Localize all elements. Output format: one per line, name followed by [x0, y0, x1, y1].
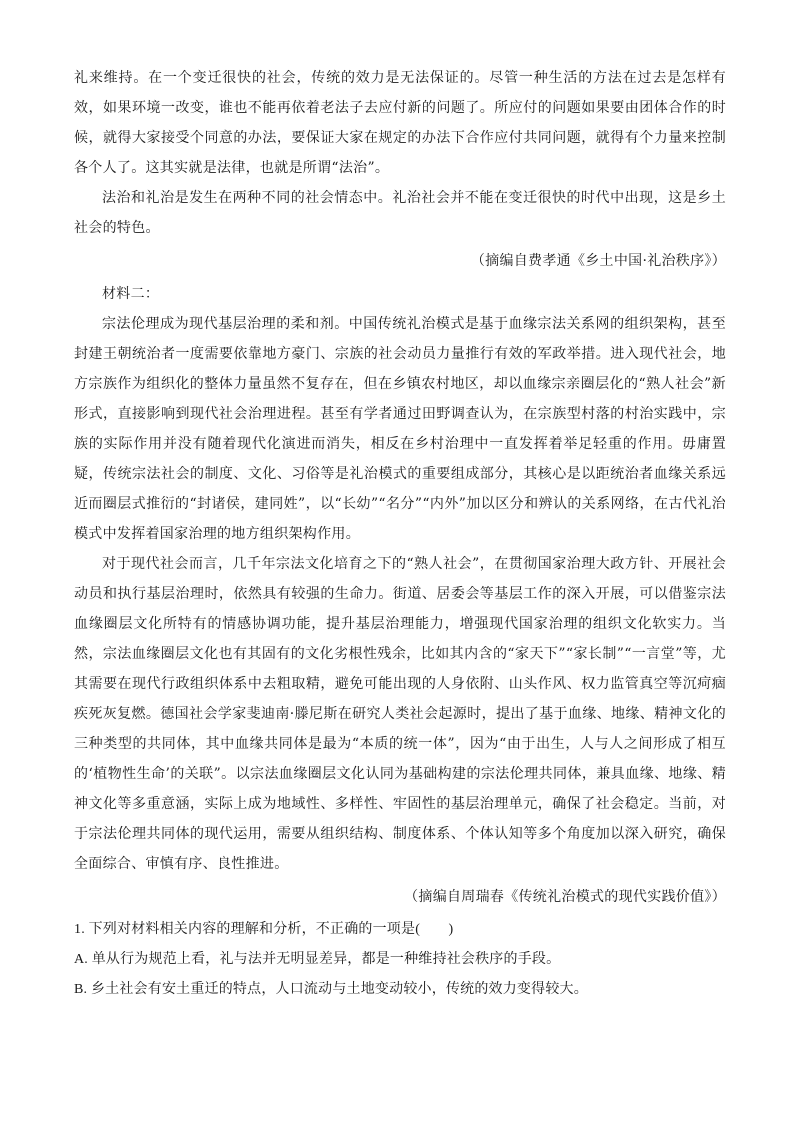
material2-paragraph-1: 宗法伦理成为现代基层治理的柔和剂。中国传统礼治模式是基于血缘宗法关系网的组织架构，甚至封建王朝统治者一度需要依靠地方豪门、宗族的社会动员力量推行有效的军政举措。进入现代社会，地方宗族作为组织化的整体力量虽然不复存在，但在乡镇农村地区，却以血缘宗亲圈层化的“熟人社会”新形式，直接影响到现代社会治理进程。甚至有学者通过田野调查认为，在宗族型村落的村治实践中，宗族的实际作用并没有随着现代化演进而消失，相反在乡村治理中一直发挥着举足轻重的作用。毋庸置疑，传统宗法社会的制度、文化、习俗等是礼治模式的重要组成部分，其核心是以距统治者血缘关系远近而圈层式推衍的“封诸侯，建同姓”，以“长幼”“名分”“内外”加以区分和辨认的关系网络，在古代礼治模式中发挥着国家治理的地方组织架构作用。 — [74, 316, 726, 542]
question-1-stem: 1. 下列对材料相关内容的理解和分析，不正确的一项是( ) — [74, 922, 454, 937]
question-1-option-a: A. 单从行为规范上看，礼与法并无明显差异，都是一种维持社会秩序的手段。 — [74, 952, 561, 967]
material1-paragraph-2: 法治和礼治是发生在两种不同的社会情态中。礼治社会并不能在变迁很快的时代中出现，这是乡土社会的特色。 — [74, 190, 726, 236]
material1-paragraph-1: 礼来维持。在一个变迁很快的社会，传统的效力是无法保证的。尽管一种生活的方法在过去是怎样有效，如果环境一改变，谁也不能再依着老法子去应付新的问题了。所应付的问题如果要由团体合作的时候，就得大家接受个同意的办法，要保证大家在规定的办法下合作应付共同问题，就得有个力量来控制各个人了。这其实就是法律，也就是所谓“法治”。 — [74, 70, 726, 176]
question-1-option-b: B. 乡土社会有安土重迁的特点，人口流动与土地变动较小，传统的效力变得较大。 — [74, 982, 588, 997]
material2-paragraph-2: 对于现代社会而言，几千年宗法文化培育之下的“熟人社会”，在贯彻国家治理大政方针、开展社会动员和执行基层治理时，依然具有较强的生命力。街道、居委会等基层工作的深入开展，可以借鉴宗法血缘圈层文化所特有的情感协调功能，提升基层治理能力，增强现代国家治理的组织文化软实力。当然，宗法血缘圈层文化也有其固有的文化劣根性残余，比如其内含的“家天下”“家长制”“一言堂”等，尤其需要在现代行政组织体系中去粗取精，避免可能出现的人身依附、山头作风、权力监管真空等沉疴痼疾死灰复燃。德国社会学家斐迪南·滕尼斯在研究人类社会起源时，提出了基于血缘、地缘、精神文化的三种类型的共同体，其中血缘共同体是最为“本质的统一体”，因为“由于出生，人与人之间形成了相互的‘植物性生命’的关联”。以宗法血缘圈层文化认同为基础构建的宗法伦理共同体，兼具血缘、地缘、精神文化等多重意涵，实际上成为地域性、多样性、牢固性的基层治理单元，确保了社会稳定。当前，对于宗法伦理共同体的现代运用，需要从组织结构、制度体系、个体认知等多个角度加以深入研究，确保全面综合、审慎有序、良性推进。 — [74, 556, 726, 872]
material2-citation: （摘编自周瑞春《传统礼治模式的现代实践价值》） — [404, 889, 726, 905]
document-page — [74, 63, 726, 1005]
material1-citation: （摘编自费孝通《乡土中国·礼治秩序》） — [470, 253, 726, 269]
material2-label: 材料二： — [102, 286, 160, 302]
